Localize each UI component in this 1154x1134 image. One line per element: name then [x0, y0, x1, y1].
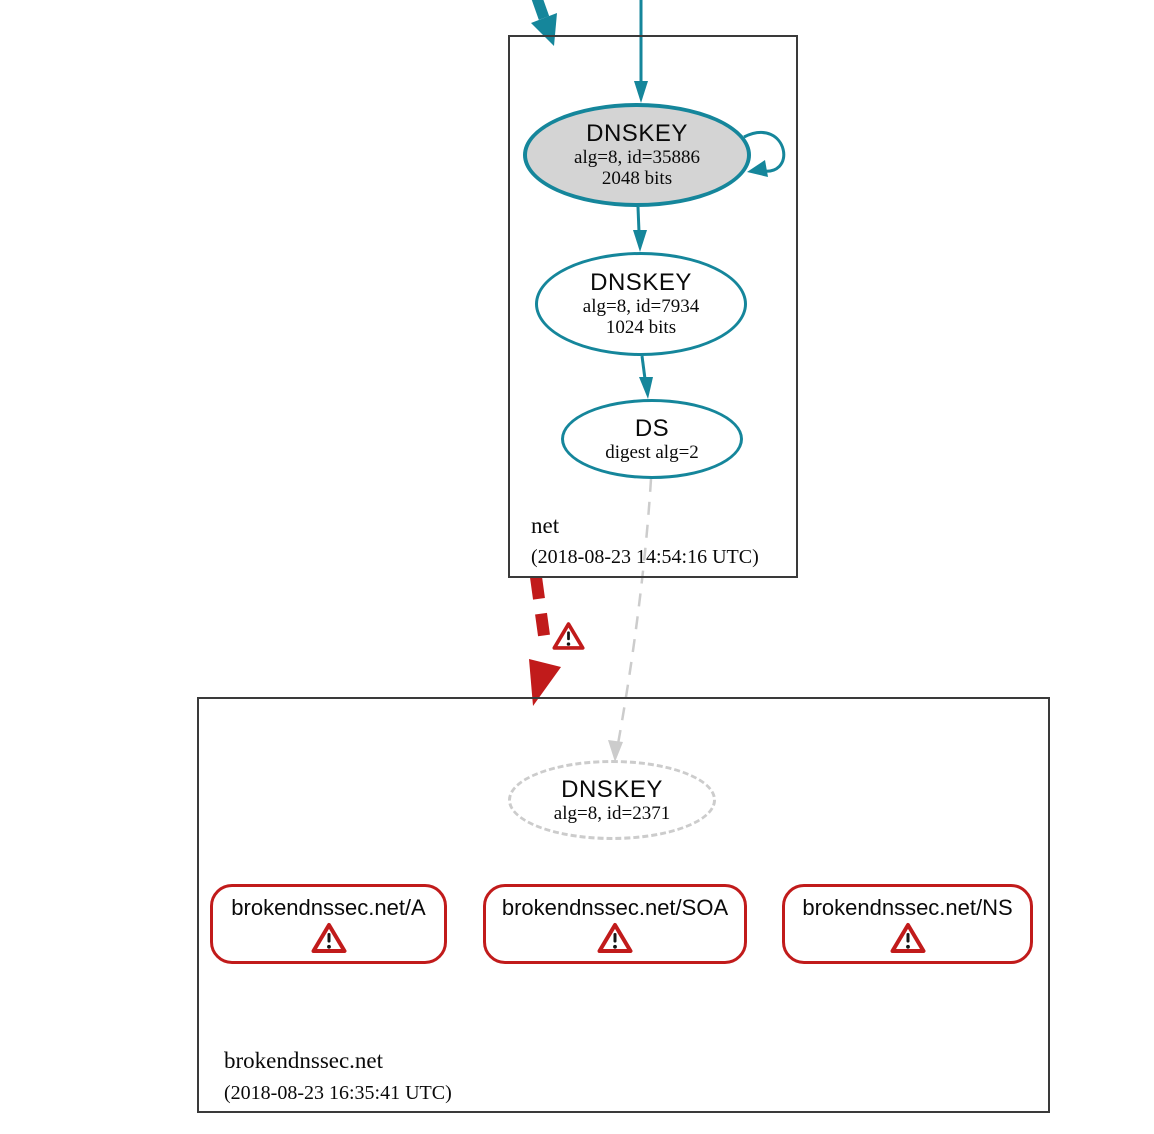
zone-label-brokendnssec-net: brokendnssec.net [224, 1048, 384, 1073]
rrset-brokendnssec-net-a[interactable] [210, 884, 447, 964]
node-title: DS [634, 414, 670, 442]
rrset-label: brokendnssec.net/SOA [501, 895, 729, 920]
node-alg-id: alg=8, id=7934 [582, 296, 700, 317]
rrset-brokendnssec-net-ns[interactable] [782, 884, 1033, 964]
node-ds[interactable] [561, 399, 743, 479]
node-bits: 1024 bits [605, 317, 677, 338]
node-dnskey-ksk-35886[interactable] [523, 103, 751, 207]
warning-icon [552, 621, 585, 651]
node-title: DNSKEY [586, 120, 688, 147]
node-alg-id: alg=8, id=35886 [574, 147, 700, 168]
warning-icon [597, 922, 633, 954]
warning-icon [890, 922, 926, 954]
warning-icon [311, 922, 347, 954]
zone-timestamp-net: (2018-08-23 14:54:16 UTC) [531, 546, 759, 568]
node-title: DNSKEY [561, 775, 663, 803]
node-dnskey-zsk-7934[interactable] [535, 252, 747, 356]
node-title: DNSKEY [590, 269, 692, 296]
node-bits: 2048 bits [601, 168, 673, 189]
node-dnskey-2371[interactable] [508, 760, 716, 840]
rrset-brokendnssec-net-soa[interactable] [483, 884, 747, 964]
zone-label-net: net [531, 513, 560, 538]
rrset-label: brokendnssec.net/NS [802, 895, 1013, 920]
node-digest-alg: digest alg=2 [605, 441, 699, 463]
zone-timestamp-brokendnssec-net: (2018-08-23 16:35:41 UTC) [224, 1082, 452, 1104]
rrset-label: brokendnssec.net/A [231, 895, 426, 920]
node-alg-id: alg=8, id=2371 [553, 802, 671, 824]
